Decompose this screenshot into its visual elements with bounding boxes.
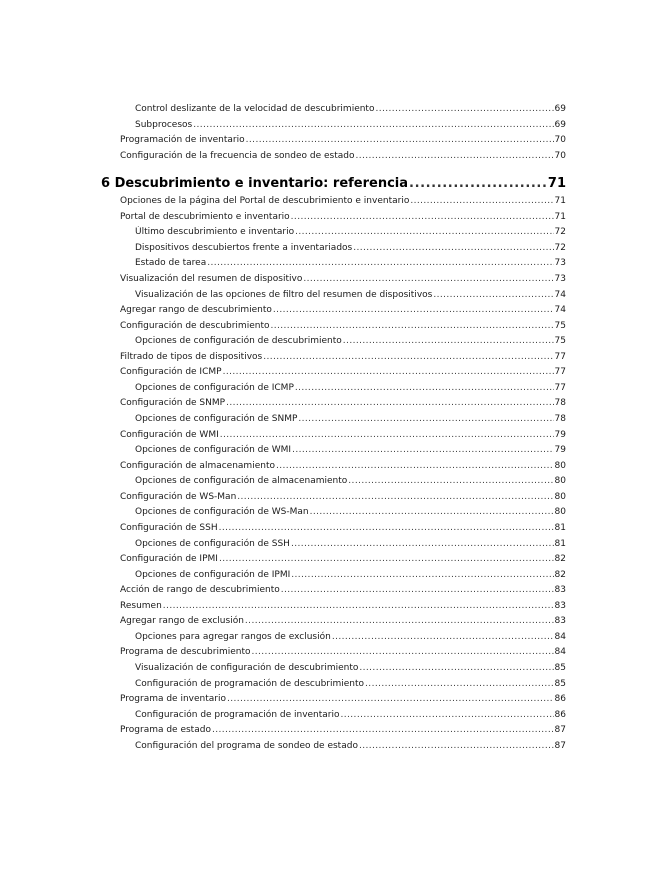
dot-leader bbox=[295, 226, 553, 238]
toc-entry-title: Dispositivos descubiertos frente a inventariados bbox=[135, 243, 353, 253]
toc-entry[interactable] bbox=[120, 397, 566, 409]
toc-entry-page: 79 bbox=[554, 445, 566, 455]
dot-leader bbox=[246, 134, 554, 146]
toc-entry-title: Acción de rango de descubrimiento bbox=[120, 585, 280, 595]
toc-entry-title: Opciones de configuración de IPMI bbox=[135, 570, 291, 580]
toc-entry-title: Configuración del programa de sondeo de estado bbox=[135, 741, 358, 751]
toc-entry-title: Portal de descubrimiento e inventario bbox=[120, 212, 290, 222]
dot-leader bbox=[292, 444, 553, 456]
toc-entry[interactable] bbox=[120, 320, 566, 332]
toc-entry[interactable] bbox=[135, 335, 566, 347]
toc-entry-page: 82 bbox=[554, 554, 566, 564]
toc-entry-title: Opciones de configuración de ICMP bbox=[135, 383, 294, 393]
toc-entry[interactable] bbox=[120, 366, 566, 378]
toc-entry-title: Opciones de configuración de descubrimiento bbox=[135, 336, 342, 346]
toc-entry-page: 73 bbox=[554, 258, 566, 268]
toc-entry-page: 75 bbox=[554, 336, 566, 346]
toc-entry[interactable] bbox=[120, 150, 566, 162]
dot-leader bbox=[303, 273, 553, 285]
toc-entry-page: 72 bbox=[554, 243, 566, 253]
dot-leader bbox=[252, 646, 554, 658]
toc-entry[interactable] bbox=[135, 119, 566, 131]
toc-entry-title: Configuración de la frecuencia de sondeo de estado bbox=[120, 151, 355, 161]
dot-leader bbox=[291, 538, 554, 550]
toc-entry-page: 80 bbox=[554, 461, 566, 471]
toc-entry-title: Opciones de configuración de almacenamiento bbox=[135, 476, 348, 486]
toc-entry[interactable] bbox=[135, 662, 566, 674]
dot-leader bbox=[207, 257, 553, 269]
toc-entry[interactable] bbox=[120, 351, 566, 363]
toc-entry[interactable] bbox=[135, 242, 566, 254]
dot-leader bbox=[298, 413, 553, 425]
toc-entry[interactable] bbox=[120, 553, 566, 565]
toc-entry-page: 78 bbox=[554, 414, 566, 424]
toc-entry-title: Opciones de configuración de SSH bbox=[135, 539, 290, 549]
toc-entry-title: Estado de tarea bbox=[135, 258, 207, 268]
toc-entry[interactable] bbox=[120, 693, 566, 705]
toc-entry-title: Configuración de descubrimiento bbox=[120, 321, 270, 331]
dot-leader bbox=[359, 740, 554, 752]
toc-entry-title: Configuración de programación de inventario bbox=[135, 710, 340, 720]
toc-entry-page: 79 bbox=[554, 430, 566, 440]
toc-entry[interactable] bbox=[135, 631, 566, 643]
dot-leader bbox=[281, 584, 554, 596]
toc-entry-title: Configuración de WS-Man bbox=[120, 492, 237, 502]
toc-entry[interactable] bbox=[135, 678, 566, 690]
toc-entry-page: 86 bbox=[554, 710, 566, 720]
toc-entry-page: 86 bbox=[554, 694, 566, 704]
toc-entry[interactable] bbox=[120, 429, 566, 441]
toc-entry-title: Opciones de la página del Portal de descubrimiento e inventario bbox=[120, 196, 410, 206]
dot-leader bbox=[365, 678, 554, 690]
toc-entry-page: 85 bbox=[554, 679, 566, 689]
toc-entry-page: 74 bbox=[554, 290, 566, 300]
toc-entry-title: Subprocesos bbox=[135, 120, 193, 130]
dot-leader bbox=[163, 600, 554, 612]
toc-entry-title: Opciones de configuración de WMI bbox=[135, 445, 292, 455]
toc-entry[interactable] bbox=[135, 257, 566, 269]
dot-leader bbox=[343, 335, 554, 347]
dot-leader bbox=[341, 709, 554, 721]
toc-entry[interactable] bbox=[120, 600, 566, 612]
toc-entry[interactable] bbox=[120, 304, 566, 316]
toc-entry-title: Agregar rango de descubrimiento bbox=[120, 305, 272, 315]
toc-entry-page: 83 bbox=[554, 585, 566, 595]
toc-entry[interactable] bbox=[135, 444, 566, 456]
dot-leader bbox=[226, 397, 553, 409]
toc-entry[interactable] bbox=[120, 584, 566, 596]
toc-entry-page: 80 bbox=[554, 492, 566, 502]
toc-entry-page: 74 bbox=[554, 305, 566, 315]
toc-entry-page: 84 bbox=[554, 632, 566, 642]
toc-entry-page: 87 bbox=[554, 725, 566, 735]
toc-entry[interactable] bbox=[135, 538, 566, 550]
toc-entry-page: 83 bbox=[554, 616, 566, 626]
toc-entry-title: Programa de descubrimiento bbox=[120, 647, 251, 657]
toc-entry[interactable] bbox=[120, 211, 566, 223]
dot-leader bbox=[276, 460, 554, 472]
toc-entry[interactable] bbox=[135, 413, 566, 425]
toc-entry[interactable] bbox=[135, 289, 566, 301]
toc-entry-page: 85 bbox=[554, 663, 566, 673]
dot-leader bbox=[273, 304, 554, 316]
toc-entry[interactable] bbox=[135, 382, 566, 394]
toc-entry-page: 75 bbox=[554, 321, 566, 331]
toc-entry-title: Visualización de configuración de descubrimiento bbox=[135, 663, 359, 673]
toc-entry-title: Control deslizante de la velocidad de descubrimiento bbox=[135, 104, 375, 114]
toc-entry[interactable] bbox=[135, 740, 566, 752]
toc-entry-page: 77 bbox=[554, 383, 566, 393]
toc-entry-title: Opciones de configuración de SNMP bbox=[135, 414, 298, 424]
toc-entry-page: 80 bbox=[554, 507, 566, 517]
toc-entry[interactable] bbox=[120, 460, 566, 472]
dot-leader bbox=[223, 366, 554, 378]
toc-entry[interactable] bbox=[135, 475, 566, 487]
toc-entry-page: 81 bbox=[554, 523, 566, 533]
toc-entry-page: 81 bbox=[554, 539, 566, 549]
toc-entry-title: Programa de inventario bbox=[120, 694, 226, 704]
dot-leader bbox=[359, 662, 553, 674]
toc-entry-page: 78 bbox=[554, 398, 566, 408]
toc-entry-title: Configuración de IPMI bbox=[120, 554, 218, 564]
toc-entry[interactable] bbox=[120, 724, 566, 736]
dot-leader bbox=[375, 103, 553, 115]
dot-leader bbox=[219, 553, 554, 565]
toc-entry[interactable] bbox=[120, 646, 566, 658]
dot-leader bbox=[245, 615, 554, 627]
toc-entry-title: Visualización de las opciones de filtro del resumen de dispositivos bbox=[135, 290, 433, 300]
toc-entry-title: Opciones de configuración de WS-Man bbox=[135, 507, 309, 517]
chapter-page: 71 bbox=[547, 176, 566, 191]
toc-entry[interactable] bbox=[120, 273, 566, 285]
dot-leader bbox=[193, 119, 553, 131]
dot-leader bbox=[291, 569, 553, 581]
toc-entry[interactable] bbox=[120, 522, 566, 534]
dot-leader bbox=[355, 150, 553, 162]
toc-entry-page: 70 bbox=[554, 151, 566, 161]
dot-leader bbox=[410, 195, 553, 207]
toc-entry[interactable] bbox=[135, 103, 566, 115]
dot-leader bbox=[237, 491, 553, 503]
toc-entry-page: 69 bbox=[554, 120, 566, 130]
toc-entry[interactable] bbox=[135, 569, 566, 581]
dot-leader bbox=[291, 211, 554, 223]
toc-entry[interactable] bbox=[120, 134, 566, 146]
toc-entry-title: Agregar rango de exclusión bbox=[120, 616, 244, 626]
toc-entry[interactable] bbox=[135, 226, 566, 238]
toc-entry-page: 77 bbox=[554, 367, 566, 377]
dot-leader bbox=[310, 506, 554, 518]
chapter-title: 6 Descubrimiento e inventario: referencia bbox=[101, 176, 409, 191]
toc-entry-title: Configuración de ICMP bbox=[120, 367, 222, 377]
toc-entry-page: 69 bbox=[554, 104, 566, 114]
toc-entry-page: 87 bbox=[554, 741, 566, 751]
dot-leader bbox=[348, 475, 553, 487]
toc-entry-title: Resumen bbox=[120, 601, 162, 611]
toc-entry-page: 83 bbox=[554, 601, 566, 611]
toc-chapter-heading[interactable] bbox=[101, 176, 566, 192]
toc-entry[interactable] bbox=[120, 195, 566, 207]
dot-leader bbox=[219, 522, 554, 534]
toc-entry[interactable] bbox=[135, 506, 566, 518]
dot-leader bbox=[409, 176, 547, 192]
toc-entry-page: 71 bbox=[554, 196, 566, 206]
toc-entry-page: 77 bbox=[554, 352, 566, 362]
toc-entry-title: Programa de estado bbox=[120, 725, 211, 735]
toc-entry-page: 84 bbox=[554, 647, 566, 657]
dot-leader bbox=[433, 289, 553, 301]
toc-entry[interactable] bbox=[120, 615, 566, 627]
dot-leader bbox=[270, 320, 553, 332]
dot-leader bbox=[212, 724, 554, 736]
toc-entry-title: Configuración de programación de descubrimiento bbox=[135, 679, 365, 689]
dot-leader bbox=[263, 351, 553, 363]
toc-entry-title: Configuración de SSH bbox=[120, 523, 218, 533]
toc-entry-page: 82 bbox=[554, 570, 566, 580]
toc-entry[interactable] bbox=[120, 491, 566, 503]
dot-leader bbox=[332, 631, 554, 643]
toc-entry-page: 80 bbox=[554, 476, 566, 486]
toc-entry-title: Configuración de almacenamiento bbox=[120, 461, 275, 471]
toc-entry-page: 71 bbox=[554, 212, 566, 222]
dot-leader bbox=[227, 693, 554, 705]
toc-entry-page: 72 bbox=[554, 227, 566, 237]
toc-entry-title: Visualización del resumen de dispositivo bbox=[120, 274, 303, 284]
dot-leader bbox=[220, 429, 554, 441]
dot-leader bbox=[295, 382, 554, 394]
toc-entry-page: 70 bbox=[554, 135, 566, 145]
toc-entry-title: Programación de inventario bbox=[120, 135, 245, 145]
toc-entry-title: Opciones para agregar rangos de exclusión bbox=[135, 632, 331, 642]
toc-entry-title: Último descubrimiento e inventario bbox=[135, 227, 295, 237]
toc-entry-page: 73 bbox=[554, 274, 566, 284]
dot-leader bbox=[353, 242, 553, 254]
toc-entry-title: Configuración de WMI bbox=[120, 430, 219, 440]
toc-entry-title: Filtrado de tipos de dispositivos bbox=[120, 352, 263, 362]
toc-entry-title: Configuración de SNMP bbox=[120, 398, 226, 408]
toc-entry[interactable] bbox=[135, 709, 566, 721]
